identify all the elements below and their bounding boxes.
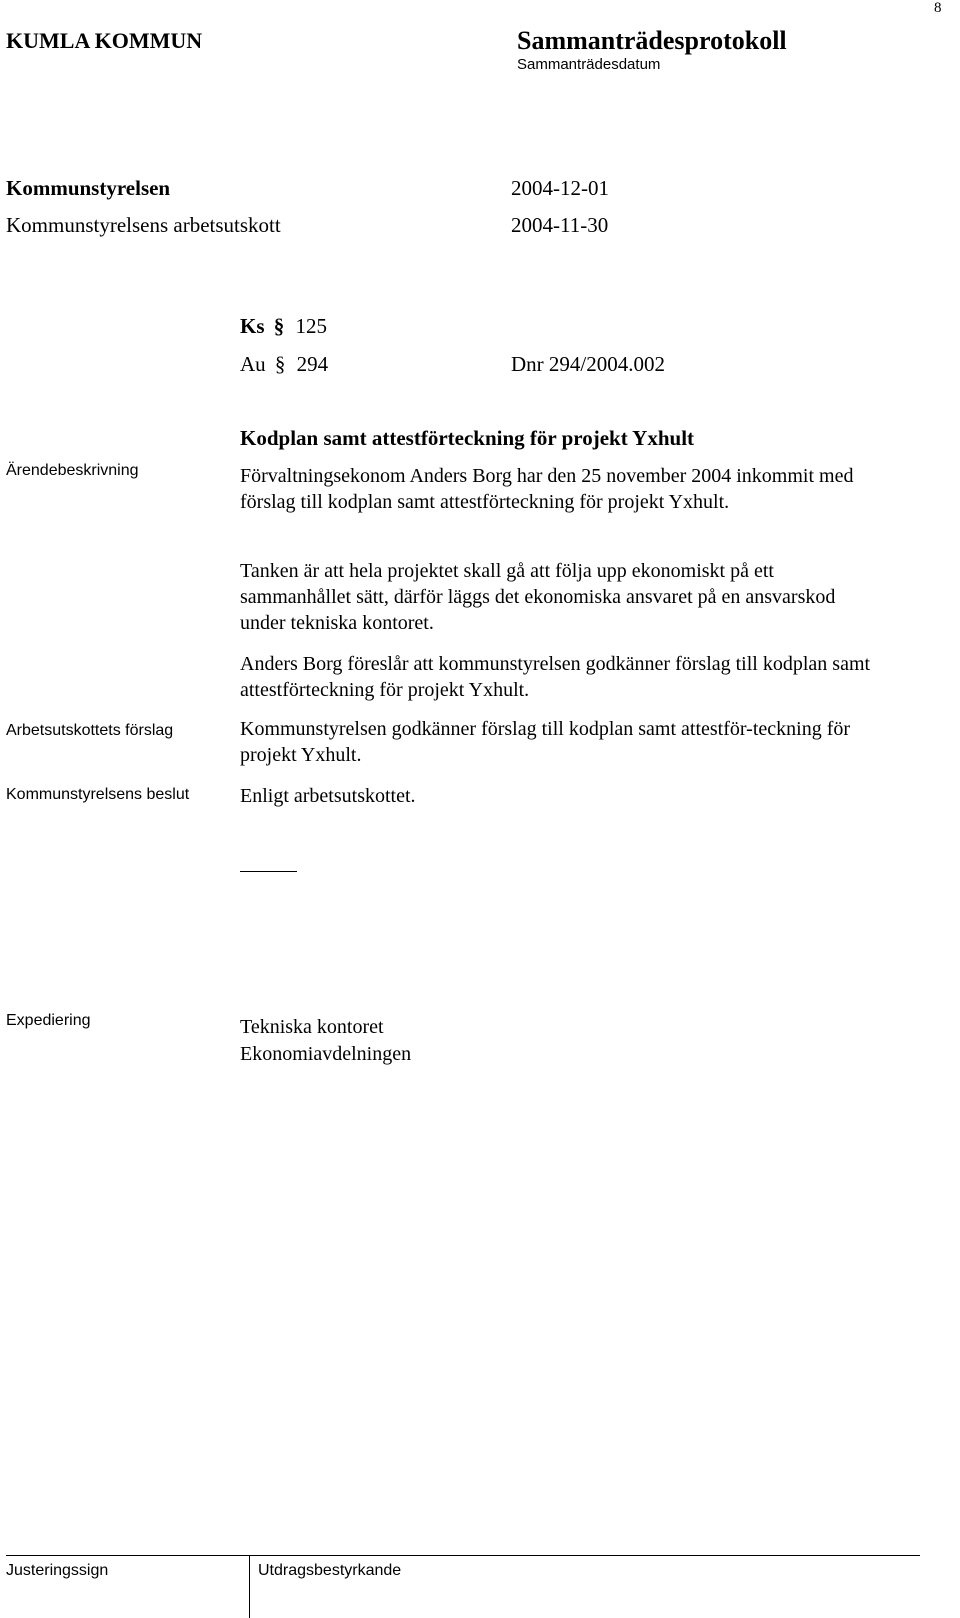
municipality-name: KUMLA KOMMUN bbox=[6, 28, 203, 53]
dispatch-recipient: Ekonomiavdelningen bbox=[240, 1043, 412, 1065]
ks-reference bbox=[240, 314, 327, 339]
dispatch-recipient: Tekniska kontoret bbox=[240, 1016, 384, 1038]
label-case-description: Ärendebeskrivning bbox=[6, 462, 139, 479]
label-board-decision: Kommunstyrelsens beslut bbox=[6, 786, 190, 803]
ks-number: 125 bbox=[295, 314, 328, 338]
signature-label: Justeringssign bbox=[6, 1562, 109, 1579]
footer-divider bbox=[249, 1555, 250, 1618]
description-paragraph-3: Anders Borg föreslår att kommunstyrelsen godkänner förslag till kodplan samt attestförteckning för projekt Yxhult. bbox=[240, 653, 871, 701]
document-title: Sammanträdesprotokoll bbox=[517, 26, 787, 55]
au-reference bbox=[240, 352, 328, 377]
label-committee-proposal: Arbetsutskottets förslag bbox=[6, 722, 174, 739]
description-paragraph-2: Tanken är att hela projektet skall gå att följa upp ekonomiskt på ett sammanhållet sätt, därför läggs det ekonomiska ansvaret på en ansvarskod under tekniska kontoret. bbox=[240, 560, 836, 634]
au-number: 294 bbox=[296, 352, 329, 376]
au-prefix: Au bbox=[240, 352, 266, 376]
date-committee: 2004-11-30 bbox=[511, 213, 609, 237]
date-board: 2004-12-01 bbox=[511, 176, 609, 200]
body-name-committee: Kommunstyrelsens arbetsutskott bbox=[6, 213, 281, 237]
section-separator bbox=[240, 871, 297, 872]
page-number: 8 bbox=[934, 0, 942, 16]
meeting-date-label: Sammanträdesdatum bbox=[517, 56, 661, 73]
dnr-reference: Dnr 294/2004.002 bbox=[511, 352, 665, 376]
case-heading: Kodplan samt attestförteckning för projekt Yxhult bbox=[240, 426, 695, 450]
description-paragraph-1: Förvaltningsekonom Anders Borg har den 25 november 2004 inkommit med förslag till kodplan samt attestförteckning för projekt Yxhult. bbox=[240, 465, 854, 513]
section-symbol: § bbox=[274, 352, 286, 376]
ks-prefix: Ks bbox=[240, 314, 265, 338]
label-dispatch: Expediering bbox=[6, 1012, 91, 1029]
proposal-text: Kommunstyrelsen godkänner förslag till kodplan samt attestför-teckning för projekt Yxhult. bbox=[240, 718, 851, 766]
body-name-board: Kommunstyrelsen bbox=[6, 176, 171, 200]
footer-rule bbox=[6, 1555, 920, 1556]
section-symbol: § bbox=[273, 314, 285, 338]
dispatch-list bbox=[240, 1014, 411, 1068]
certification-label: Utdragsbestyrkande bbox=[258, 1562, 402, 1579]
decision-text: Enligt arbetsutskottet. bbox=[240, 785, 416, 807]
